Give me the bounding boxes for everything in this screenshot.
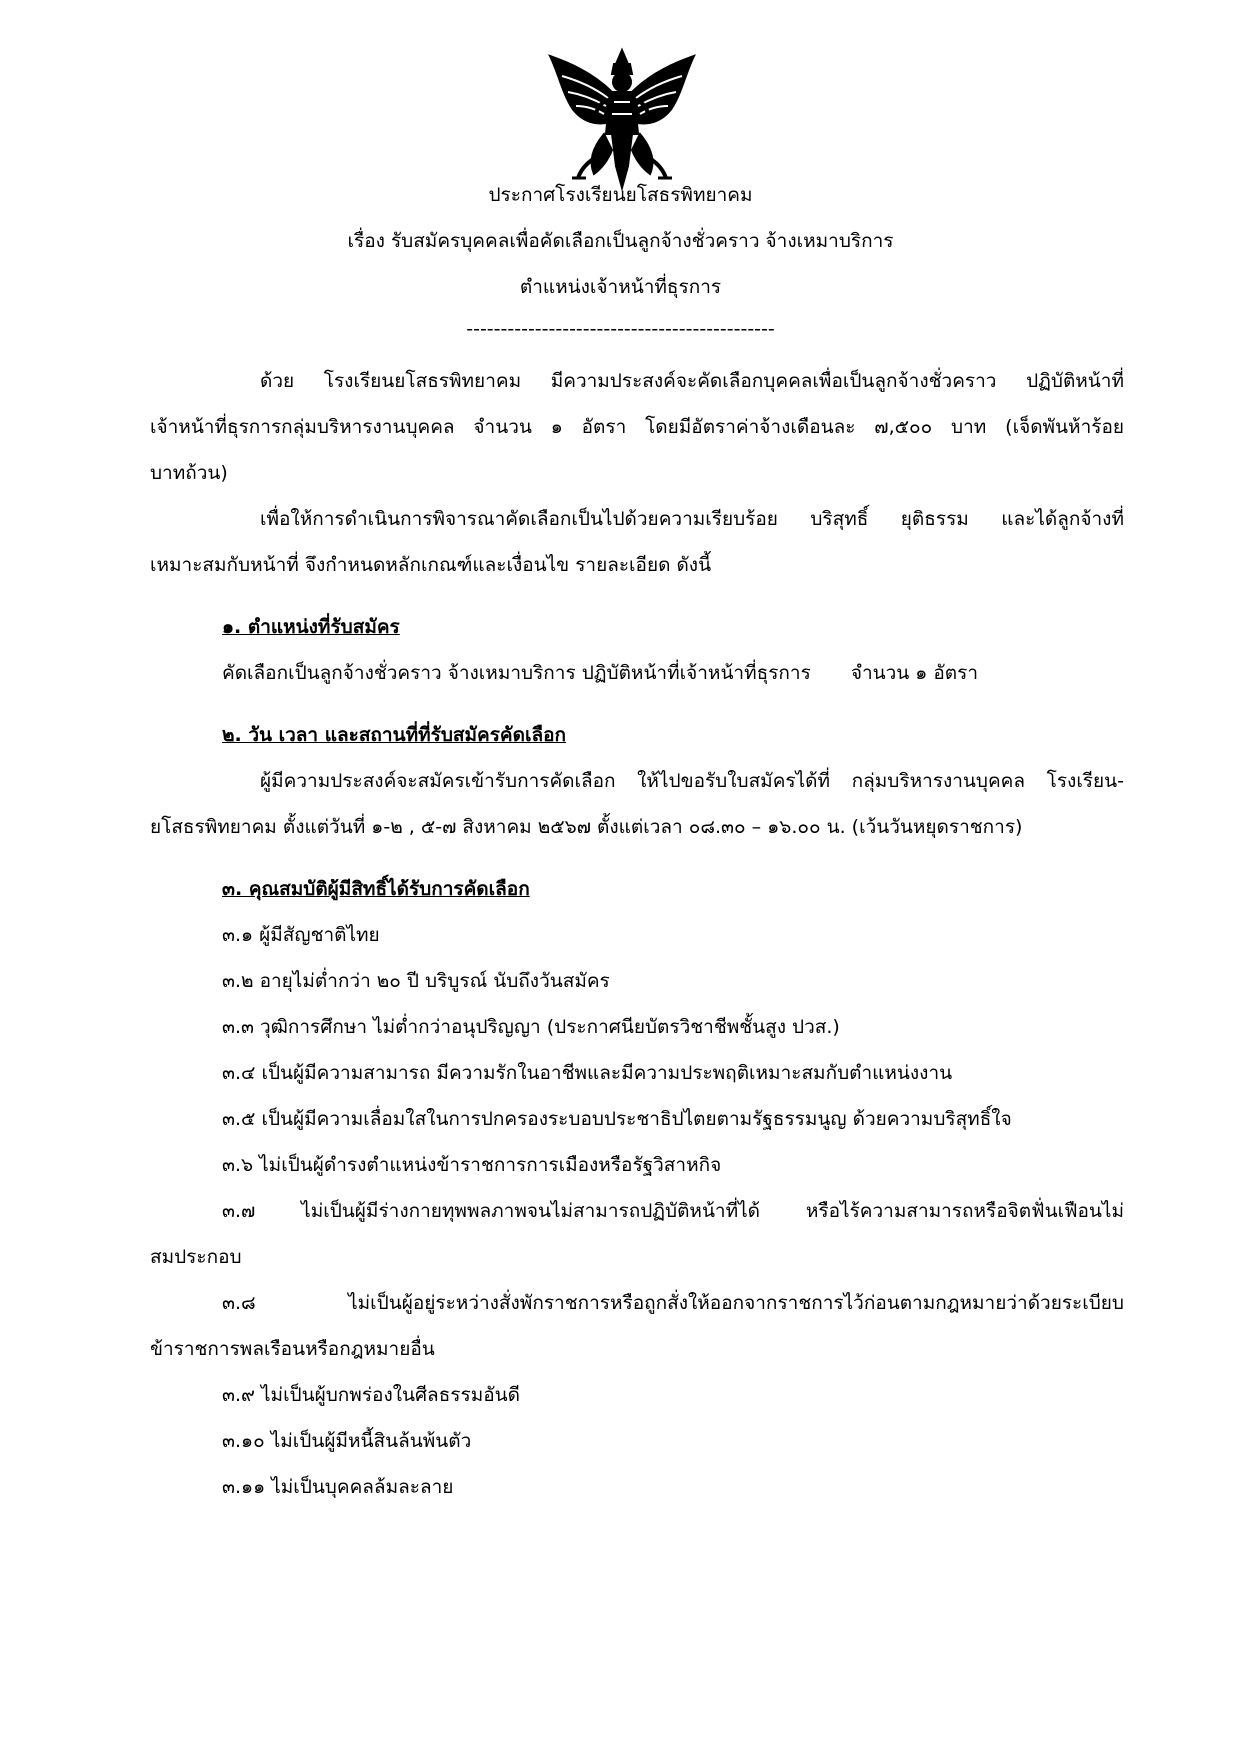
- section-3-item-6: ๓.๖ ไม่เป็นผู้ดำรงตำแหน่งข้าราชการการเมืองหรือรัฐวิสาหกิจ: [222, 1154, 722, 1176]
- document-position: ตำแหน่งเจ้าหน้าที่ธุรการ: [519, 276, 722, 298]
- garuda-emblem-icon: [542, 42, 702, 192]
- section-3-item-7-line-1: ๓.๗ ไม่เป็นผู้มีร่างกายทุพพลภาพจนไม่สามารถปฏิบัติหน้าที่ได้ หรือไร้ความสามารถหรือจิตฟั่นเฟือนไม่: [222, 1200, 1124, 1222]
- section-3-item-3: ๓.๓ วุฒิการศึกษา ไม่ต่ำกว่าอนุปริญญา (ประกาศนียบัตรวิชาชีพชั้นสูง ปวส.): [222, 1016, 840, 1038]
- intro-paragraph-1-line-3: บาทถ้วน): [150, 462, 228, 484]
- section-1-count: จำนวน ๑ อัตรา: [850, 662, 979, 684]
- section-3-item-9: ๓.๙ ไม่เป็นผู้บกพร่องในศีลธรรมอันดี: [222, 1384, 520, 1406]
- intro-paragraph-1-line-2: เจ้าหน้าที่ธุรการกลุ่มบริหารงานบุคคล จำนวน ๑ อัตรา โดยมีอัตราค่าจ้างเดือนละ ๗,๕๐๐ บาท (เจ็ดพันห้าร้อย: [150, 416, 1124, 438]
- intro-paragraph-2-line-2: เหมาะสมกับหน้าที่ จึงกำหนดหลักเกณฑ์และเงื่อนไข รายละเอียด ดังนี้: [150, 554, 712, 576]
- section-3-item-10: ๓.๑๐ ไม่เป็นผู้มีหนี้สินล้นพ้นตัว: [222, 1430, 472, 1452]
- document-subject: เรื่อง รับสมัครบุคคลเพื่อคัดเลือกเป็นลูกจ้างชั่วคราว จ้างเหมาบริการ: [347, 230, 894, 252]
- section-3-item-1: ๓.๑ ผู้มีสัญชาติไทย: [222, 924, 380, 946]
- section-3-item-8-line-2: ข้าราชการพลเรือนหรือกฎหมายอื่น: [150, 1338, 435, 1360]
- section-3-item-5: ๓.๕ เป็นผู้มีความเลื่อมใสในการปกครองระบอบประชาธิปไตยตามรัฐธรรมนูญ ด้วยความบริสุทธิ์ใจ: [222, 1108, 1012, 1130]
- intro-paragraph-1-line-1: ด้วย โรงเรียนยโสธรพิทยาคม มีความประสงค์จะคัดเลือกบุคคลเพื่อเป็นลูกจ้างชั่วคราว ปฏิบัติหน้าที่: [260, 370, 1124, 392]
- document-title: ประกาศโรงเรียนยโสธรพิทยาคม: [488, 184, 753, 206]
- section-3-item-4: ๓.๔ เป็นผู้มีความสามารถ มีความรักในอาชีพและมีความประพฤติเหมาะสมกับตำแหน่งงาน: [222, 1062, 953, 1084]
- section-1-text: [222, 660, 978, 686]
- section-3-item-11: ๓.๑๑ ไม่เป็นบุคคลล้มละลาย: [222, 1476, 454, 1498]
- section-3-item-7-line-2: สมประกอบ: [150, 1246, 242, 1268]
- header-divider: ---------------------------------------------: [466, 318, 775, 340]
- section-2-line-2: ยโสธรพิทยาคม ตั้งแต่วันที่ ๑-๒ , ๕-๗ สิงหาคม ๒๕๖๗ ตั้งแต่เวลา ๐๘.๓๐ – ๑๖.๐๐ น. (เว้นวันหยุดราชการ): [150, 816, 1023, 838]
- section-2-line-1: ผู้มีความประสงค์จะสมัครเข้ารับการคัดเลือก ให้ไปขอรับใบสมัครได้ที่ กลุ่มบริหารงานบุคคล โรงเรียน-: [260, 770, 1124, 792]
- section-1-position-text: คัดเลือกเป็นลูกจ้างชั่วคราว จ้างเหมาบริการ ปฏิบัติหน้าที่เจ้าหน้าที่ธุรการ: [222, 662, 811, 684]
- section-2-heading: ๒. วัน เวลา และสถานที่ที่รับสมัครคัดเลือก: [222, 724, 567, 746]
- section-3-item-2: ๓.๒ อายุไม่ต่ำกว่า ๒๐ ปี บริบูรณ์ นับถึงวันสมัคร: [222, 970, 610, 992]
- section-1-heading: ๑. ตำแหน่งที่รับสมัคร: [222, 616, 400, 638]
- section-3-heading: ๓. คุณสมบัติผู้มีสิทธิ์ได้รับการคัดเลือก: [222, 878, 530, 900]
- intro-paragraph-2-line-1: เพื่อให้การดำเนินการพิจารณาคัดเลือกเป็นไปด้วยความเรียบร้อย บริสุทธิ์ ยุติธรรม และได้ลูกจ้างที่: [260, 508, 1124, 530]
- section-3-item-8-line-1: ๓.๘ ไม่เป็นผู้อยู่ระหว่างสั่งพักราชการหรือถูกสั่งให้ออกจากราชการไว้ก่อนตามกฎหมายว่าด้วยระเบียบ: [222, 1292, 1124, 1314]
